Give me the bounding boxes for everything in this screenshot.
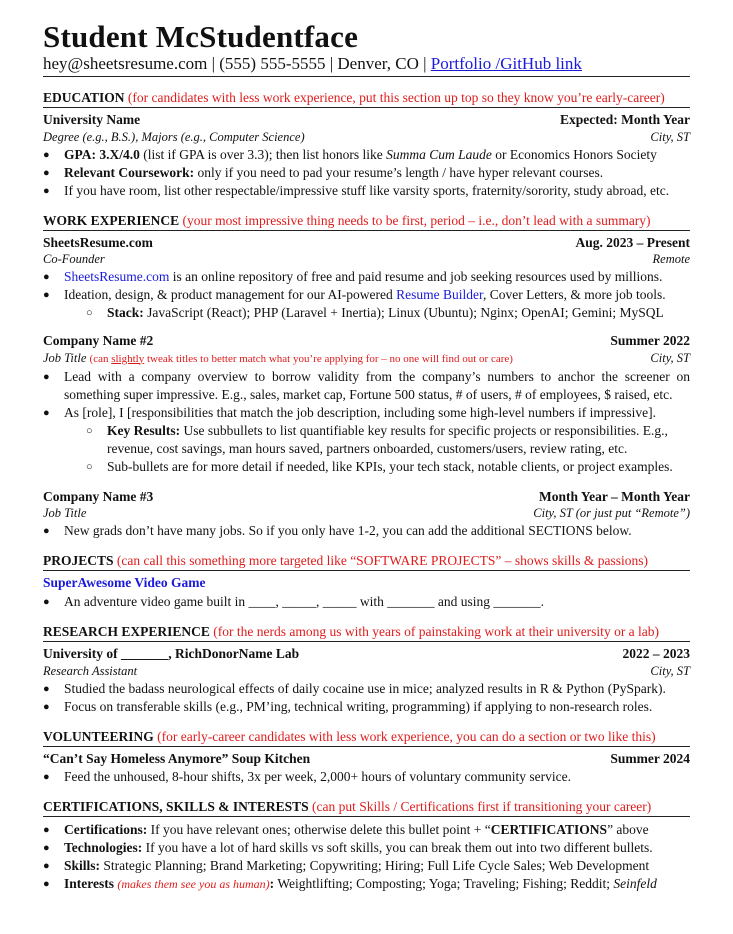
- education-section: [43, 89, 690, 200]
- entry-date: Summer 2024: [610, 750, 690, 766]
- list-item: ● An adventure video game built in ____, _____, _____ with _______ and using _______.: [43, 593, 690, 611]
- list-item: ● Skills: Strategic Planning; Brand Marketing; Copywriting; Hiring; Full Life Cycle Sales; Web Development: [43, 857, 690, 875]
- job-title: Research Assistant: [43, 663, 138, 678]
- section-note: (your most impressive thing needs to be first, period – i.e., don’t lead with a summary): [182, 212, 651, 228]
- section-heading: VOLUNTEERING (for early-career candidates with less work experience, you can do a section or two like this): [43, 728, 690, 747]
- job-title: Co-Founder: [43, 252, 105, 266]
- section-heading: RESEARCH EXPERIENCE (for the nerds among us with years of painstaking work at their university or a lab): [43, 623, 690, 642]
- bullet-list: [43, 680, 690, 716]
- entry-date: Expected: Month Year: [560, 112, 690, 127]
- location: Denver, CO: [337, 54, 419, 73]
- entry-header: [43, 234, 690, 252]
- sheetsresume-link[interactable]: SheetsResume.com: [64, 269, 170, 284]
- separator: |: [211, 54, 216, 73]
- title-note: (can slightly tweak titles to better match what you’re applying for – no one will find out or care): [89, 352, 513, 365]
- bullet-list: [43, 146, 690, 200]
- entry-subheader: [43, 251, 690, 267]
- job-title: Job Title: [43, 350, 87, 365]
- entry-header: [43, 645, 690, 663]
- list-item: ● Certifications: If you have relevant ones; otherwise delete this bullet point + “CERTIFICATIONS” above: [43, 821, 690, 839]
- company-name: Company Name #3: [43, 488, 154, 504]
- section-heading: PROJECTS (can call this something more targeted like “SOFTWARE PROJECTS” – shows skills & passions): [43, 552, 690, 571]
- entry-location: Remote: [652, 252, 690, 266]
- section-note: (can call this something more targeted like “SOFTWARE PROJECTS” – shows skills & passions): [116, 553, 648, 568]
- entry-subheader: [43, 129, 690, 145]
- list-item: ● Interests (makes them see you as human): Weightlifting; Composting; Yoga; Traveling; Fishing; Reddit; Seinfeld: [43, 875, 690, 893]
- research-section: [43, 623, 690, 716]
- section-heading: WORK EXPERIENCE (your most impressive thing needs to be first, period – i.e., don’t lead with a summary): [43, 212, 690, 231]
- entry-subheader: [43, 663, 690, 679]
- entry-location: City, ST: [650, 129, 690, 144]
- list-item: ● SheetsResume.com is an online repository of free and paid resume and job seeking resources used by millions.: [43, 268, 690, 286]
- sub-bullet-list: [43, 304, 690, 322]
- list-item: ● Feed the unhoused, 8-hour shifts, 3x per week, 2,000+ hours of voluntary community service.: [43, 768, 690, 786]
- section-heading: EDUCATION (for candidates with less work experience, put this section up top so they know you’re early-career): [43, 89, 690, 108]
- org-name: University of _______, RichDonorName Lab: [43, 646, 300, 661]
- candidate-name: Student McStudentface: [43, 19, 359, 54]
- email: hey@sheetsresume.com: [43, 54, 208, 73]
- entry-location: City, ST: [650, 350, 690, 365]
- company-name: Company Name #2: [43, 333, 154, 348]
- portfolio-link[interactable]: Portfolio /GitHub link: [430, 54, 582, 73]
- entry-location: City, ST: [650, 663, 690, 678]
- projects-section: [43, 552, 690, 611]
- list-item: ● Focus on transferable skills (e.g., PM’ing, technical writing, programming) if applying to non-research roles.: [43, 698, 690, 716]
- list-item: ● If you have room, list other respectable/impressive stuff like varsity sports, fraternity/sorority, study abroad, etc.: [43, 182, 690, 200]
- degree: Degree (e.g., B.S.), Majors (e.g., Computer Science): [43, 129, 305, 144]
- contact-line: [43, 54, 690, 77]
- separator: |: [329, 54, 334, 73]
- bullet-list: [43, 768, 690, 786]
- section-note: (for early-career candidates with less work experience, you can do a section or two like this): [157, 728, 656, 744]
- phone: (555) 555-5555: [219, 54, 326, 73]
- resume-builder-link[interactable]: Resume Builder: [396, 287, 483, 302]
- sub-list-item: ○ Sub-bullets are for more detail if needed, like KPIs, your tech stack, notable clients, or project examples.: [86, 458, 690, 476]
- entry-date: Summer 2022: [610, 333, 690, 348]
- list-item: ● Lead with a company overview to borrow validity from the company’s numbers to anchor the screener on something super impressive. E.g., sales, market cap, Fortune 500 status, # of users, # of employees, $ raised, etc.: [43, 368, 690, 404]
- school-name: University Name: [43, 112, 141, 127]
- section-note: (can put Skills / Certifications first if transitioning your career): [312, 799, 652, 814]
- list-item: ● Studied the badass neurological effects of daily cocaine use in mice; analyzed results in R & Python (PySpark).: [43, 680, 690, 698]
- bullet-list: [43, 593, 690, 611]
- job-title: Job Title: [43, 506, 87, 520]
- company-name: SheetsResume.com: [43, 234, 153, 250]
- sub-list-item: ○ Stack: JavaScript (React); PHP (Laravel + Inertia); Linux (Ubuntu); Nginx; OpenAI; Gemini; MySQL: [86, 304, 690, 322]
- bullet-list: [43, 368, 690, 422]
- list-item: ● Ideation, design, & product management for our AI-powered Resume Builder, Cover Letters, & more job tools.: [43, 286, 690, 304]
- section-note: (for candidates with less work experience, put this section up top so they know you’re early-career): [127, 90, 665, 105]
- entry-subheader: [43, 505, 690, 521]
- list-item: ● As [role], I [responsibilities that match the job description, including some high-level numbers if impressive].: [43, 404, 690, 422]
- entry-header: [43, 750, 690, 768]
- list-item: ● GPA: 3.X/4.0 (list if GPA is over 3.3); then list honors like Summa Cum Laude or Economics Honors Society: [43, 146, 690, 164]
- sub-list-item: ○ Key Results: Use subbullets to list quantifiable key results for specific projects or responsibilities. E.g., revenue, cost savings, man hours saved, partners onboarded, customers/users, review rating, etc.: [86, 422, 690, 458]
- entry-location: City, ST (or just put “Remote”): [533, 506, 690, 520]
- skills-section: [43, 798, 690, 893]
- section-heading: CERTIFICATIONS, SKILLS & INTERESTS (can put Skills / Certifications first if transitioning your career): [43, 798, 690, 817]
- separator: |: [423, 54, 427, 73]
- volunteering-section: [43, 728, 690, 787]
- org-name: “Can’t Say Homeless Anymore” Soup Kitchen: [43, 750, 311, 766]
- entry-date: Month Year – Month Year: [539, 488, 690, 504]
- bullet-list: [43, 268, 690, 304]
- bullet-list: [43, 522, 690, 540]
- project-title: SuperAwesome Video Game: [43, 575, 206, 590]
- entry-header: [43, 332, 690, 350]
- section-note: (for the nerds among us with years of painstaking work at their university or a lab): [213, 624, 660, 639]
- list-item: ● Technologies: If you have a lot of hard skills vs soft skills, you can break them out into two different bullets.: [43, 839, 690, 857]
- entry-header: [43, 111, 690, 129]
- entry-date: Aug. 2023 – Present: [575, 234, 690, 250]
- entry-date: 2022 – 2023: [622, 646, 690, 661]
- sub-bullet-list: [43, 422, 690, 476]
- entry-subheader: [43, 350, 690, 367]
- list-item: ● New grads don’t have many jobs. So if you only have 1-2, you can add the additional SECTIONS below.: [43, 522, 690, 540]
- work-section: [43, 212, 690, 541]
- bullet-list: [43, 821, 690, 893]
- list-item: ● Relevant Coursework: only if you need to pad your resume’s length / have hyper relevant courses.: [43, 164, 690, 182]
- entry-header: [43, 488, 690, 506]
